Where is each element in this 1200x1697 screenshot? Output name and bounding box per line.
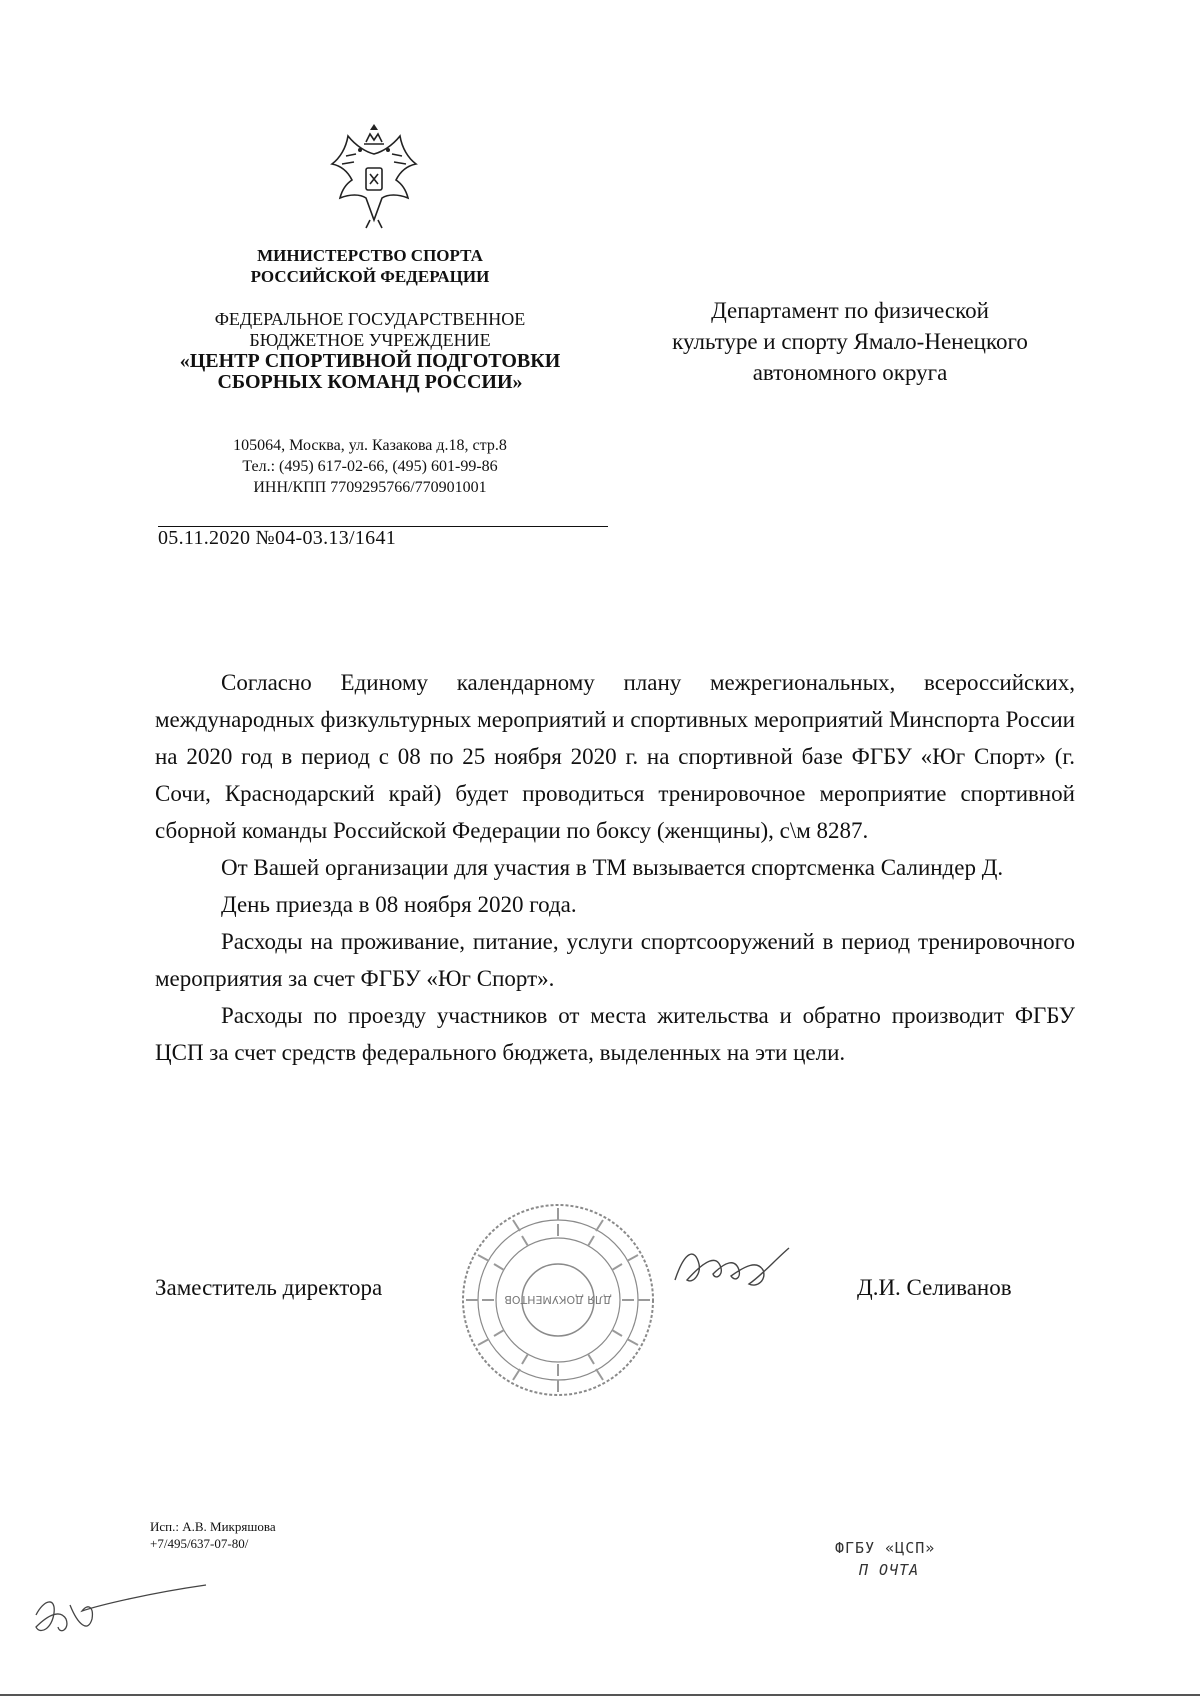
body-paragraph: Расходы по проезду участников от места жительства и обратно производит ФГБУ ЦСП за счет средств федерального бюджета, выделенных на эти цели.: [155, 1003, 1075, 1065]
body-paragraph: От Вашей организации для участия в ТМ вызывается спортсменка Салиндер Д.: [221, 855, 1004, 880]
mail-stamp-line-2: П ОЧТА: [859, 1561, 920, 1579]
document-number-text: 05.11.2020 №04-03.13/1641: [158, 527, 397, 549]
executor-info: [150, 1518, 276, 1552]
org-line-3: «ЦЕНТР СПОРТИВНОЙ ПОДГОТОВКИ: [179, 350, 561, 372]
handwritten-signature: [665, 1240, 795, 1300]
mail-stamp-line-1: ФГБУ «ЦСП»: [835, 1539, 936, 1557]
addressee-line-2: культуре и спорту Ямало-Ненецкого: [672, 329, 1028, 354]
org-line-2: БЮДЖЕТНОЕ УЧРЕЖДЕНИЕ: [249, 330, 491, 350]
body-paragraph: Согласно Единому календарному плану межрегиональных, всероссийских, международных физкультурных мероприятий и спортивных мероприятий Минспорта России на 2020 год в период с 08 по 25 ноября 2020 г. на спортивной базе ФГБУ «Юг Спорт» (г. Сочи, Краснодарский край) будет проводиться тренировочное мероприятие спортивной сборной команды Российской Федерации по боксу (женщины), с\м 8287.: [155, 670, 1075, 843]
inn-line: ИНН/КПП 7709295766/770901001: [253, 479, 487, 496]
executor-name: Исп.: А.В. Микряшова: [150, 1519, 276, 1534]
document-number: [158, 526, 608, 549]
ministry-title: [150, 245, 590, 287]
body-paragraph: День приезда в 08 ноября 2020 года.: [221, 892, 577, 917]
org-line-1: ФЕДЕРАЛЬНОЕ ГОСУДАРСТВЕННОЕ: [214, 309, 526, 329]
org-line-4: СБОРНЫХ КОМАНД РОССИИ»: [217, 371, 523, 393]
addressee-block: [620, 295, 1080, 388]
signatory-name: Д.И. Селиванов: [857, 1275, 1012, 1300]
organization-name: [150, 309, 590, 393]
address-line: 105064, Москва, ул. Казакова д.18, стр.8: [233, 437, 507, 454]
ministry-line-1: МИНИСТЕРСТВО СПОРТА: [257, 246, 483, 265]
addressee-line-3: автономного округа: [752, 360, 948, 385]
stamp-center-text: ДЛЯ ДОКУМЕНТОВ: [504, 1293, 612, 1306]
body-paragraph: Расходы на проживание, питание, услуги спортсооружений в период тренировочного мероприятия за счет ФГБУ «Юг Спорт».: [155, 929, 1075, 991]
phone-line: Тел.: (495) 617-02-66, (495) 601-99-86: [242, 458, 498, 475]
ministry-line-2: РОССИЙСКОЙ ФЕДЕРАЦИИ: [250, 267, 490, 286]
page-bottom-edge: [0, 1694, 1200, 1696]
executor-phone: +7/495/637-07-80/: [150, 1536, 249, 1551]
letter-body: [155, 664, 1075, 1071]
handwritten-initials: [30, 1575, 210, 1645]
org-address-block: [150, 435, 590, 498]
coat-of-arms-emblem: [326, 124, 422, 230]
mail-stamp: [835, 1537, 935, 1581]
official-seal-stamp: [458, 1200, 658, 1400]
signatory-title: Заместитель директора: [155, 1275, 383, 1300]
addressee-line-1: Департамент по физической: [711, 298, 989, 323]
